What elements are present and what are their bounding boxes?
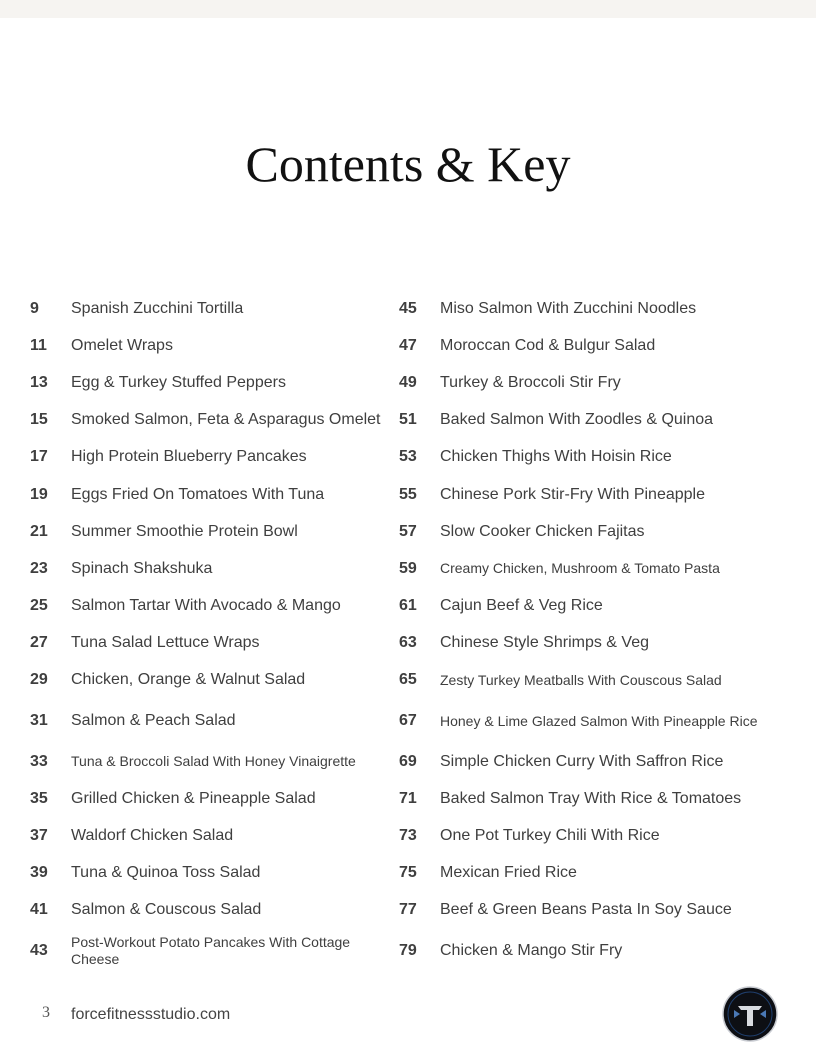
contents-entry [399,588,759,625]
entry-page-number: 63 [399,634,417,652]
contents-entry [399,743,759,780]
entry-page-number: 15 [30,411,48,429]
entry-recipe-name: Spanish Zucchini Tortilla [71,299,244,317]
entry-page-number: 53 [399,448,417,466]
entry-page-number: 25 [30,597,48,615]
entry-page-number: 61 [399,597,417,615]
entry-recipe-name: Baked Salmon With Zoodles & Quinoa [440,411,714,429]
entry-recipe-name: Beef & Green Beans Pasta In Soy Sauce [440,901,732,919]
entry-recipe-name: Slow Cooker Chicken Fajitas [440,522,645,540]
entry-recipe-name: Mexican Fried Rice [440,864,577,882]
entry-recipe-name: Chinese Pork Stir-Fry With Pineapple [440,485,705,503]
entry-page-number: 39 [30,864,48,882]
entry-page-number: 75 [399,864,417,882]
entry-recipe-name: Miso Salmon With Zucchini Noodles [440,299,697,317]
contents-entry [399,364,759,401]
entry-recipe-name: Summer Smoothie Protein Bowl [71,522,298,540]
entry-recipe-name: Turkey & Broccoli Stir Fry [440,373,621,391]
entry-recipe-name: Simple Chicken Curry With Saffron Rice [440,752,724,770]
entry-page-number: 55 [399,485,417,503]
contents-entry [399,476,759,513]
contents-entry [399,513,759,550]
entry-recipe-name: Salmon & Couscous Salad [71,901,262,919]
contents-entry [399,402,759,439]
entry-page-number: 33 [30,752,48,770]
entry-page-number: 41 [30,901,48,919]
entry-recipe-name: Egg & Turkey Stuffed Peppers [71,373,286,391]
entry-recipe-name: Spinach Shakshuka [71,559,213,577]
contents-entry [399,439,759,476]
entry-recipe-name: Omelet Wraps [71,336,173,354]
entry-page-number: 45 [399,299,417,317]
contents-entry [30,550,390,587]
contents-entry [399,855,759,892]
entry-recipe-name: Tuna Salad Lettuce Wraps [71,634,260,652]
entry-page-number: 79 [399,942,417,959]
entry-recipe-name: Baked Salmon Tray With Rice & Tomatoes [440,789,742,807]
force-fitness-logo-icon [722,986,778,1042]
contents-entry [399,892,759,929]
entry-page-number: 69 [399,752,417,770]
contents-entry [30,364,390,401]
entry-page-number: 65 [399,671,417,689]
contents-entry [30,662,390,699]
contents-entry [30,699,390,743]
entry-recipe-name: Chinese Style Shrimps & Veg [440,634,649,652]
entry-page-number: 17 [30,448,48,466]
top-band [0,0,816,18]
entry-page-number: 77 [399,901,417,919]
contents-entry [30,476,390,513]
entry-recipe-name: Salmon & Peach Salad [71,712,236,730]
contents-entry [399,817,759,854]
entry-recipe-name: Grilled Chicken & Pineapple Salad [71,789,316,807]
contents-entry [30,929,390,973]
contents-entry [399,625,759,662]
entry-page-number: 23 [30,559,48,577]
page-title: Contents & Key [245,136,571,192]
entry-recipe-name: Waldorf Chicken Salad [71,827,234,845]
contents-entry [30,780,390,817]
contents-entry [30,513,390,550]
contents-entry [30,327,390,364]
contents-entry [30,855,390,892]
entry-page-number: 57 [399,522,417,540]
entry-page-number: 13 [30,373,48,391]
contents-entry [30,743,390,780]
website-link[interactable]: forcefitnessstudio.com [71,1006,231,1023]
entry-page-number: 29 [30,671,48,689]
contents-entry [399,699,759,743]
entry-recipe-name: Tuna & Broccoli Salad With Honey Vinaigrette [71,753,356,770]
entry-page-number: 19 [30,485,48,503]
entry-page-number: 35 [30,789,48,807]
contents-entry [399,550,759,587]
entry-page-number: 11 [30,336,47,354]
entry-recipe-name: Chicken Thighs With Hoisin Rice [440,448,672,466]
contents-entry [30,439,390,476]
entry-recipe-name: Salmon Tartar With Avocado & Mango [71,597,341,615]
entry-recipe-name: Smoked Salmon, Feta & Asparagus Omelet [71,411,381,429]
entry-recipe-name: Zesty Turkey Meatballs With Couscous Salad [440,671,722,688]
entry-recipe-name: Cajun Beef & Veg Rice [440,597,603,615]
entry-page-number: 51 [399,411,417,429]
entry-recipe-name: One Pot Turkey Chili With Rice [440,827,660,845]
entry-page-number: 9 [30,299,39,317]
entry-page-number: 49 [399,373,417,391]
entry-page-number: 73 [399,827,417,845]
entry-recipe-name: Honey & Lime Glazed Salmon With Pineapple Rice [440,712,758,729]
contents-entry [399,929,759,973]
entry-page-number: 21 [30,522,48,540]
contents-entry [30,892,390,929]
contents-entry [399,662,759,699]
entry-recipe-name: Tuna & Quinoa Toss Salad [71,864,261,882]
entry-recipe-name: Eggs Fried On Tomatoes With Tuna [71,485,325,503]
entry-recipe-name: Moroccan Cod & Bulgur Salad [440,336,656,354]
contents-entry [30,588,390,625]
entry-page-number: 67 [399,712,417,730]
entry-page-number: 71 [399,789,417,807]
contents-entry [30,817,390,854]
contents-entry [399,780,759,817]
contents-entry [30,625,390,662]
entry-page-number: 37 [30,827,48,845]
contents-entry [30,402,390,439]
entry-page-number: 59 [399,559,417,577]
entry-page-number: 43 [30,942,48,959]
entry-recipe-name: Creamy Chicken, Mushroom & Tomato Pasta [440,560,720,577]
entry-recipe-name: High Protein Blueberry Pancakes [71,448,307,466]
entry-page-number: 27 [30,634,48,652]
page-number: 3 [42,1004,50,1021]
contents-entry [30,290,390,327]
entry-recipe-name: Post-Workout Potato Pancakes With Cottage Cheese [71,934,351,967]
contents-entry [399,327,759,364]
contents-right-column [399,290,759,973]
entry-recipe-name: Chicken, Orange & Walnut Salad [71,671,306,689]
entry-page-number: 47 [399,336,417,354]
contents-left-column [30,290,390,973]
contents-entry [399,290,759,327]
entry-recipe-name: Chicken & Mango Stir Fry [440,942,623,959]
entry-page-number: 31 [30,712,48,730]
